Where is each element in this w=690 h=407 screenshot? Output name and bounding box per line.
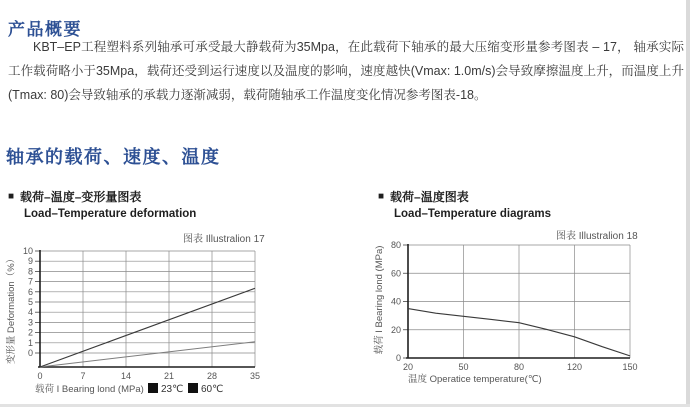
svg-text:120: 120 bbox=[566, 362, 583, 372]
svg-text:50: 50 bbox=[458, 362, 469, 372]
svg-text:0: 0 bbox=[27, 348, 33, 358]
svg-text:变形量 Deformation（%）: 变形量 Deformation（%） bbox=[6, 253, 17, 365]
svg-text:80: 80 bbox=[513, 362, 525, 372]
svg-text:5: 5 bbox=[27, 297, 33, 307]
svg-text:23℃: 23℃ bbox=[161, 384, 184, 395]
svg-text:温度 Operatice temperature(℃): 温度 Operatice temperature(℃) bbox=[408, 374, 542, 385]
svg-text:载荷 I Bearing lond (MPa): 载荷 I Bearing lond (MPa) bbox=[374, 245, 385, 355]
svg-text:14: 14 bbox=[120, 371, 132, 381]
svg-text:21: 21 bbox=[163, 371, 175, 381]
scan-edge-right bbox=[686, 0, 690, 407]
square-bullet-icon: ■ bbox=[378, 190, 385, 202]
figure-heading-diagrams bbox=[378, 188, 551, 220]
figure-heading-cn: 载荷–温度–变形量图表 bbox=[20, 190, 142, 204]
page-title: 产品概要 bbox=[8, 20, 82, 40]
svg-text:7: 7 bbox=[80, 371, 86, 381]
figure-heading-en: Load–Temperature deformation bbox=[24, 208, 197, 220]
svg-text:35: 35 bbox=[249, 371, 261, 381]
svg-text:40: 40 bbox=[390, 296, 401, 307]
svg-text:10: 10 bbox=[22, 246, 33, 256]
svg-text:20: 20 bbox=[402, 362, 414, 372]
figure-label-17: 图表 Illustralion 17 bbox=[183, 234, 265, 245]
load-temperature-diagram-chart bbox=[370, 236, 670, 394]
section-title: 轴承的载荷、速度、温度 bbox=[6, 147, 221, 167]
figure-heading-deformation bbox=[8, 188, 196, 220]
svg-text:60: 60 bbox=[390, 268, 401, 279]
svg-text:4: 4 bbox=[27, 307, 33, 318]
load-temperature-deformation-chart bbox=[0, 240, 300, 406]
intro-paragraph: KBT–EP工程塑料系列轴承可承受最大静载荷为35Mpa，在此载荷下轴承的最大压缩变形量参考图表 – 17， 轴承实际工作载荷略小于35Mpa，载荷还受到运行速度以及温度的影响，速度越快(Vmax: 1.0m/s)会导致摩擦温度上升，而温度上升(Tmax: 80)会导致轴承的承载力逐渐减弱，载荷随轴承工作温度变化情况参考图表-18。 bbox=[8, 40, 684, 102]
svg-text:20: 20 bbox=[390, 324, 401, 335]
svg-text:0: 0 bbox=[395, 353, 401, 363]
svg-text:1: 1 bbox=[27, 337, 33, 348]
svg-text:9: 9 bbox=[27, 256, 33, 267]
svg-text:80: 80 bbox=[390, 240, 401, 250]
square-bullet-icon: ■ bbox=[8, 190, 15, 202]
figure-heading-en: Load–Temperature diagrams bbox=[394, 208, 552, 220]
svg-text:60℃: 60℃ bbox=[201, 384, 224, 395]
figure-heading-cn: 载荷–温度图表 bbox=[390, 190, 469, 204]
svg-text:150: 150 bbox=[622, 362, 638, 372]
svg-text:28: 28 bbox=[206, 371, 218, 381]
svg-text:3: 3 bbox=[27, 317, 33, 328]
svg-text:7: 7 bbox=[27, 276, 33, 287]
svg-text:6: 6 bbox=[27, 286, 33, 297]
figure-label-18: 图表 Illustralion 18 bbox=[556, 231, 638, 242]
svg-text:8: 8 bbox=[27, 266, 33, 277]
svg-text:载荷 I Bearing lond (MPa): 载荷 I Bearing lond (MPa) bbox=[35, 384, 144, 395]
svg-text:2: 2 bbox=[27, 327, 33, 338]
svg-text:0: 0 bbox=[37, 371, 43, 381]
